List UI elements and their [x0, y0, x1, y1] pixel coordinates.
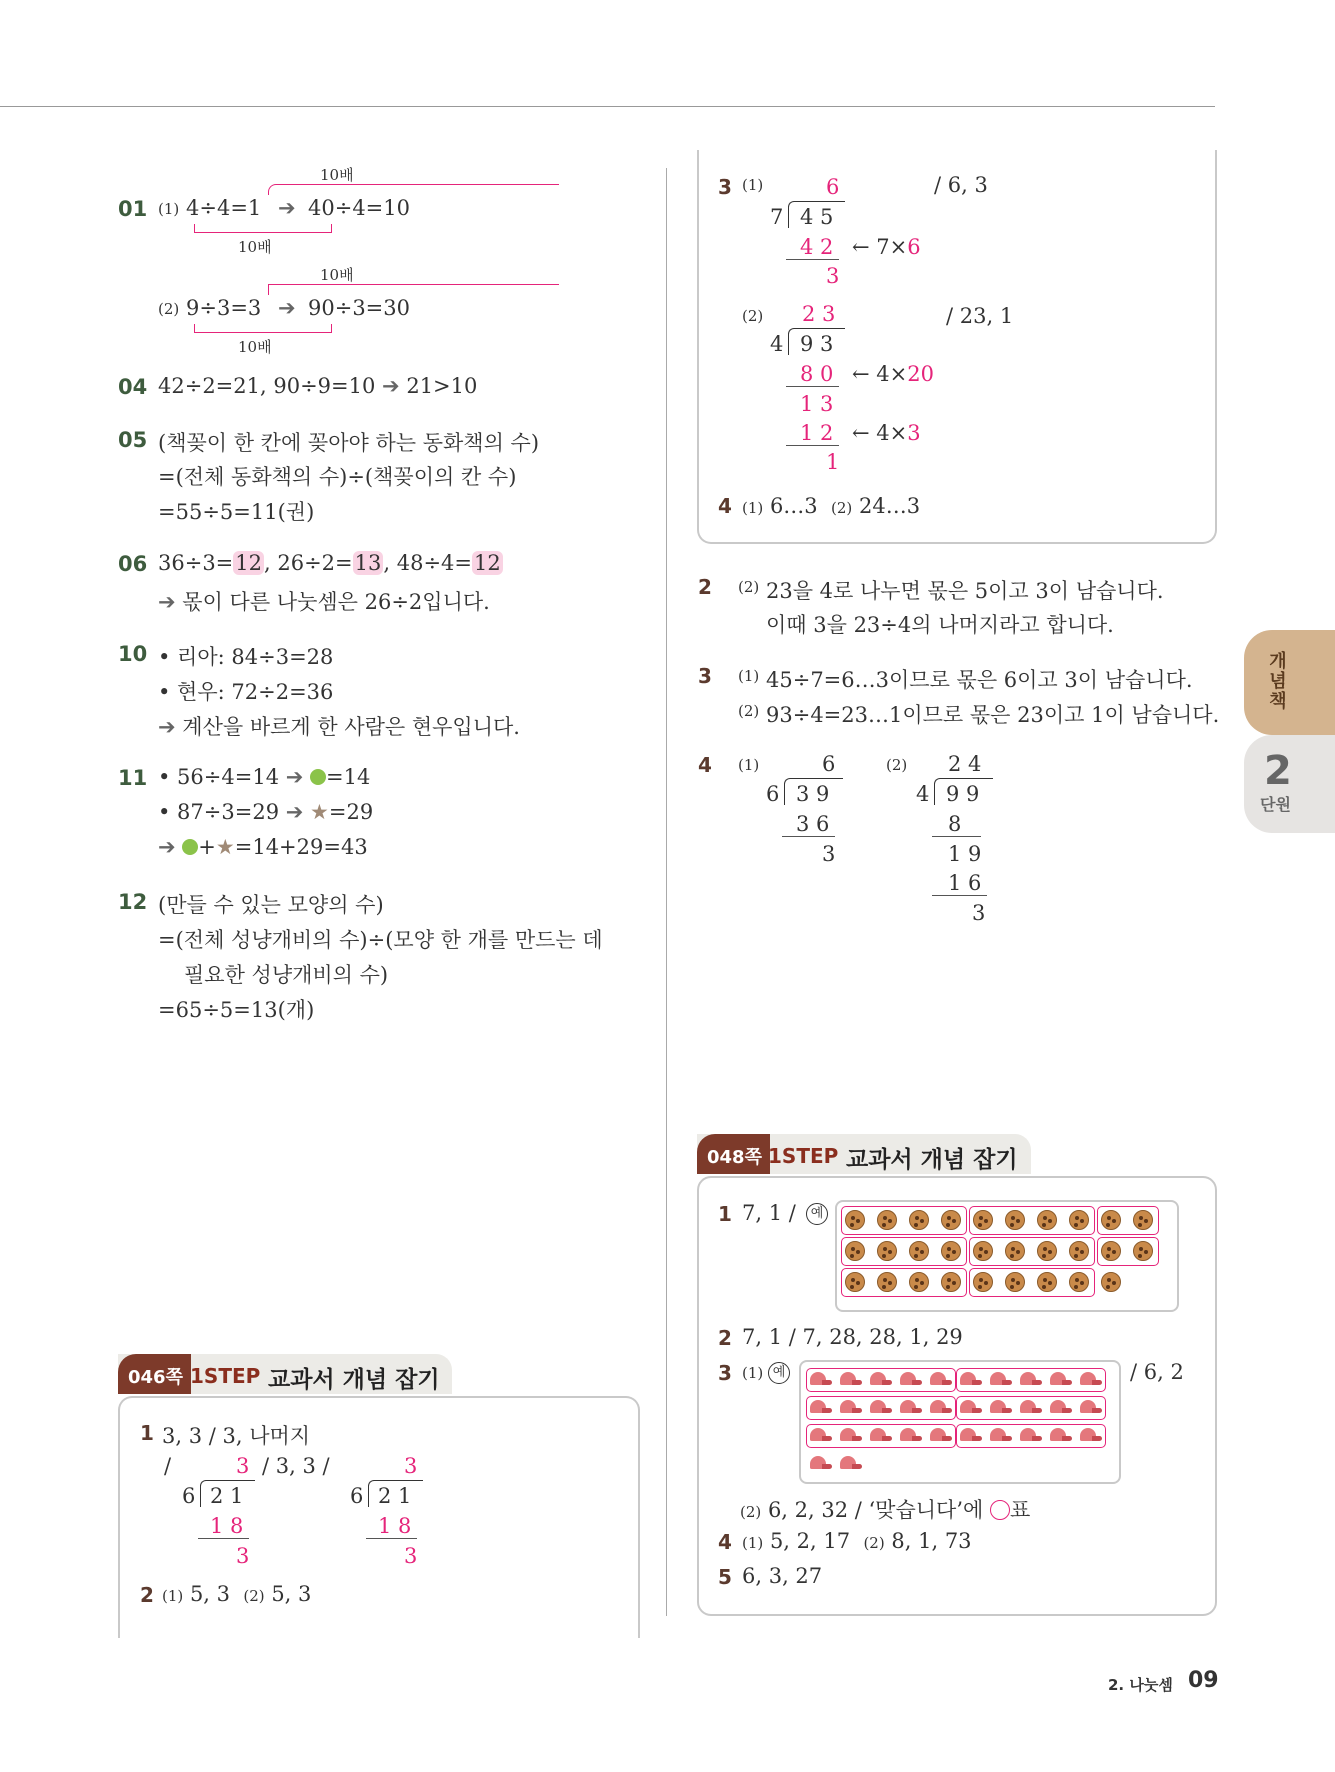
cookie-icon [1005, 1272, 1025, 1292]
cookie-icon [877, 1241, 897, 1261]
quotient: 2 4 [948, 752, 982, 776]
divisor: 7 [770, 205, 784, 229]
answer-number: 5 [718, 1565, 732, 1589]
cap-icon [1020, 1428, 1042, 1442]
cookie-icon [973, 1210, 993, 1230]
cap-icon [870, 1372, 892, 1386]
cookie-icon [877, 1210, 897, 1230]
expr: 36÷3= [158, 551, 234, 575]
part-label: (2) [740, 1503, 762, 1521]
answer-number: 1 [140, 1421, 154, 1445]
partial: 1 9 [948, 842, 982, 866]
value: 5, 2, 17 [769, 1529, 851, 1553]
quotient: 6 [822, 752, 836, 776]
cap-icon [930, 1400, 952, 1414]
separator: / [164, 1454, 172, 1478]
cookie-icon [1005, 1210, 1025, 1230]
cap-icon [1020, 1400, 1042, 1414]
side-tab-label: 개 념 책 [1269, 651, 1287, 712]
answer-number: 4 [698, 753, 712, 777]
r3-line2: 93÷4=23…1이므로 몫은 23이고 1이 남습니다. [766, 703, 1220, 727]
long-division [916, 752, 1036, 942]
cookie-icon [845, 1210, 865, 1230]
answer: / 6, 3 [934, 173, 988, 197]
subtract: 1 2 [786, 421, 839, 446]
divisor: 6 [350, 1484, 364, 1508]
question-number: 06 [118, 552, 148, 576]
part-label: (1) [158, 200, 180, 218]
green-circle-icon [310, 769, 326, 785]
answer-number: 2 [140, 1583, 154, 1607]
arrow-icon: ➔ [278, 196, 296, 220]
answer-text: 6, 3, 27 [742, 1564, 823, 1588]
part-label: (1) [162, 1587, 184, 1605]
q04-text: 42÷2=21, 90÷9=10 [158, 374, 376, 398]
remainder: 3 [826, 264, 840, 288]
divisor: 6 [766, 782, 780, 806]
expr: =29 [328, 800, 374, 824]
answer-number: 3 [698, 664, 712, 688]
cap-icon [840, 1456, 862, 1470]
part-label: (2) [831, 499, 853, 517]
part-label: (2) [738, 578, 760, 596]
answer: / 23, 1 [946, 304, 1014, 328]
remainder: 3 [822, 842, 836, 866]
long-division [180, 1452, 260, 1582]
cookie-icon [1069, 1210, 1089, 1230]
bottom-note: 10배 [238, 238, 272, 256]
q05-line2: =(전체 동화책의 수)÷(책꽂이의 칸 수) [158, 465, 517, 489]
step-label: 1STEP [190, 1364, 261, 1388]
column-separator [666, 168, 667, 1616]
dividend: 2 1 [378, 1484, 412, 1508]
q04-answer [158, 374, 477, 398]
cap-icon [1080, 1400, 1102, 1414]
q11-line2 [158, 800, 373, 824]
cap-icon [960, 1428, 982, 1442]
top-note: 10배 [320, 166, 354, 184]
part-label: (1) [738, 756, 760, 774]
example-mark: 예 [768, 1362, 790, 1384]
long-division [770, 170, 970, 290]
arrow-icon: ➔ [158, 835, 176, 859]
expr: =14 [326, 765, 371, 789]
quotient: 2 3 [802, 302, 836, 326]
expr: =14+29=43 [234, 835, 368, 859]
divisor: 4 [770, 332, 784, 356]
q05-line3: =55÷5=11(권) [158, 500, 315, 524]
cookie-icon [1101, 1272, 1121, 1292]
expr: • 56÷4=14 [158, 765, 280, 789]
value: 8, 1, 73 [891, 1529, 972, 1553]
q11-line3: ➔ +★=14+29=43 [158, 835, 368, 859]
q10-conclusion: 계산을 바르게 한 사람은 현우입니다. [182, 715, 520, 739]
q06-line2 [158, 586, 490, 616]
cap-icon [1050, 1372, 1072, 1386]
cap-icon [840, 1428, 862, 1442]
hint: ← 7×6 [852, 235, 921, 259]
cookie-icon [909, 1210, 929, 1230]
remainder: 1 [826, 450, 840, 474]
side-tab-concept-book[interactable] [1244, 630, 1335, 735]
q04-result: 21>10 [406, 374, 478, 398]
unit-number: 2 [1264, 748, 1292, 794]
page-tag: 046쪽 [118, 1354, 191, 1394]
cap-icon [960, 1400, 982, 1414]
divisor: 6 [182, 1484, 196, 1508]
q05-line1: (책꽂이 한 칸에 꽂아야 하는 동화책의 수) [158, 431, 540, 455]
long-division [348, 1452, 428, 1582]
cookie-icon [1005, 1241, 1025, 1261]
top-bracket [268, 284, 559, 295]
q12-line1: (만들 수 있는 모양의 수) [158, 893, 384, 917]
value: 5, 3 [189, 1582, 231, 1606]
quotient: 6 [826, 175, 840, 199]
hint: ← 4×3 [852, 421, 921, 445]
highlight-value: 12 [474, 551, 501, 575]
cap-icon [870, 1428, 892, 1442]
answer-number: 2 [698, 575, 712, 599]
hint-text: 4× [876, 421, 908, 445]
subtract: 8 0 [786, 362, 839, 387]
box-title: 교과서 개념 잡기 [268, 1367, 440, 1393]
q01-part2 [150, 258, 450, 356]
cap-icon [900, 1372, 922, 1386]
cookie-icon [845, 1272, 865, 1292]
cookie-icon [909, 1241, 929, 1261]
highlight-value: 12 [235, 551, 263, 575]
box-title: 교과서 개념 잡기 [846, 1147, 1018, 1173]
value: 24…3 [858, 494, 921, 518]
r3-line1: 45÷7=6…3이므로 몫은 6이고 3이 남습니다. [766, 668, 1193, 692]
q06-line1 [158, 551, 503, 575]
part-label: (2) [863, 1534, 885, 1552]
question-number: 01 [118, 197, 148, 221]
part-label: (2) [158, 300, 180, 318]
quotient: 3 [404, 1454, 418, 1478]
equation-left: 9÷3=3 [186, 296, 262, 320]
cap-icon [900, 1400, 922, 1414]
arrow-icon: ➔ [158, 715, 176, 739]
answer-number: 3 [718, 175, 732, 199]
top-rule [0, 106, 1215, 107]
q10-line2: • 현우: 72÷2=36 [158, 680, 334, 704]
dividend: 9 9 [946, 782, 980, 806]
answer-line [740, 1494, 1030, 1524]
cookie-icon [1037, 1210, 1057, 1230]
page-number: 09 [1188, 1668, 1219, 1693]
answer-number: 4 [718, 1530, 732, 1554]
cookie-icon [1069, 1241, 1089, 1261]
long-division [766, 752, 886, 882]
q01-part1 [150, 158, 450, 256]
cookie-icon [1133, 1210, 1153, 1230]
step-label: 1STEP [768, 1144, 839, 1168]
cookie-icon [973, 1272, 993, 1292]
value: 6, 2, 32 / ‘맞습니다’에 [767, 1498, 990, 1522]
question-number: 10 [118, 642, 148, 666]
quotient: 3 [236, 1454, 250, 1478]
cookie-icon [1101, 1210, 1121, 1230]
question-number: 04 [118, 375, 148, 399]
bottom-note: 10배 [238, 338, 272, 356]
cookie-icon [941, 1241, 961, 1261]
cookie-icon [1037, 1272, 1057, 1292]
subtract: 1 6 [932, 871, 987, 896]
answer-number: 3 [718, 1361, 732, 1385]
equation-right: 90÷3=30 [308, 296, 410, 320]
answer-line [742, 494, 920, 518]
cookie-icon [973, 1241, 993, 1261]
answer-number: 2 [718, 1326, 732, 1350]
cap-icon [840, 1400, 862, 1414]
cap-icon [1080, 1428, 1102, 1442]
cap-icon [1080, 1372, 1102, 1386]
cookie-icon [1037, 1241, 1057, 1261]
example-mark: 예 [806, 1203, 828, 1225]
cap-icon [870, 1400, 892, 1414]
q12-line4: =65÷5=13(개) [158, 998, 315, 1022]
q12-line2: =(전체 성냥개비의 수)÷(모양 한 개를 만드는 데 [158, 928, 603, 952]
cap-icon [810, 1428, 832, 1442]
value: 5, 3 [271, 1582, 312, 1606]
value: 표 [1009, 1498, 1031, 1522]
star-icon: ★ [310, 800, 329, 824]
hint-value: 20 [907, 362, 934, 386]
hint-text: 4× [876, 362, 908, 386]
hint-text: 7× [876, 235, 908, 259]
remainder: 3 [404, 1544, 418, 1568]
q10-line1: • 리아: 84÷3=28 [158, 645, 334, 669]
dividend: 9 3 [800, 332, 834, 356]
q10-line3 [158, 711, 520, 741]
cap-icon [810, 1372, 832, 1386]
subtract: 1 8 [366, 1514, 417, 1539]
green-circle-icon [182, 839, 198, 855]
cap-icon [810, 1456, 832, 1470]
q06-conclusion: 몫이 다른 나눗셈은 26÷2입니다. [182, 590, 490, 614]
part-label: (1) [742, 176, 764, 194]
subtract: 1 8 [198, 1514, 249, 1539]
bottom-bracket [194, 324, 332, 333]
remainder: 3 [236, 1544, 250, 1568]
remainder: 3 [972, 901, 986, 925]
page-tag: 048쪽 [697, 1134, 770, 1174]
cap-icon [930, 1372, 952, 1386]
cap-icon [960, 1372, 982, 1386]
star-icon: ★ [215, 835, 235, 859]
part-label: (2) [742, 307, 764, 325]
subtract: 3 6 [782, 812, 835, 837]
footer-title: 2. 나눗셈 [1108, 1676, 1173, 1694]
cookie-icon [1133, 1241, 1153, 1261]
r2-line1: 23을 4로 나누면 몫은 5이고 3이 남습니다. [766, 579, 1164, 603]
cookie-icon [941, 1272, 961, 1292]
value: 6…3 [769, 494, 818, 518]
q11-line1 [158, 765, 370, 789]
answer: / 6, 2 [1130, 1360, 1184, 1384]
part-label: (1) [738, 667, 760, 685]
equation-left: 4÷4=1 [186, 196, 262, 220]
dividend: 4 5 [800, 205, 834, 229]
arrow-icon: ➔ [285, 800, 304, 824]
part-label: (2) [243, 1587, 265, 1605]
answer-mid: / 3, 3 / [262, 1454, 330, 1478]
cap-icon [1050, 1428, 1072, 1442]
part-label: (1) [742, 1534, 764, 1552]
arrow-icon: ➔ [382, 374, 400, 398]
cookie-icon [909, 1272, 929, 1292]
unit-label: 단원 [1260, 795, 1291, 814]
arrow-icon: ➔ [158, 590, 176, 614]
part-label: (2) [738, 702, 760, 720]
circle-mark-icon [990, 1500, 1010, 1520]
top-bracket [268, 184, 559, 195]
cap-icon [1020, 1372, 1042, 1386]
expr: • 87÷3=29 [158, 800, 280, 824]
cap-icon [990, 1428, 1012, 1442]
answer-line [742, 1529, 972, 1553]
arrow-icon: ➔ [285, 765, 304, 789]
cap-icon [900, 1428, 922, 1442]
part-label: (1) [742, 499, 764, 517]
question-number: 05 [118, 428, 148, 452]
cookie-icon [1069, 1272, 1089, 1292]
answer-line [162, 1582, 311, 1606]
answer-number: 1 [718, 1202, 732, 1226]
cap-icon [1050, 1400, 1072, 1414]
cookie-icon [877, 1272, 897, 1292]
divisor: 4 [916, 782, 930, 806]
long-division [770, 302, 970, 482]
dividend: 3 9 [796, 782, 830, 806]
hint: ← 4×20 [852, 362, 934, 386]
answer-text: 7, 1 / 7, 28, 28, 1, 29 [742, 1325, 963, 1349]
part-label: (2) [886, 756, 908, 774]
highlight-value: 13 [354, 551, 382, 575]
arrow-icon: ➔ [278, 296, 296, 320]
subtract: 8 [932, 812, 981, 837]
expr: , 48÷4= [383, 551, 472, 575]
cap-icon [810, 1400, 832, 1414]
partial: 1 3 [800, 392, 834, 416]
subtract: 4 2 [786, 235, 839, 260]
hint-value: 6 [907, 235, 921, 259]
answer-number: 4 [718, 494, 732, 518]
q12-line3: 필요한 성냥개비의 수) [184, 963, 389, 987]
part-label: (1) [742, 1364, 764, 1382]
dividend: 2 1 [210, 1484, 244, 1508]
answer-text: 7, 1 / [742, 1201, 796, 1225]
expr: , 26÷2= [264, 551, 353, 575]
question-number: 12 [118, 890, 148, 914]
bottom-bracket [194, 224, 332, 233]
question-number: 11 [118, 766, 148, 790]
cookie-icon [941, 1210, 961, 1230]
cap-icon [930, 1428, 952, 1442]
cap-icon [990, 1400, 1012, 1414]
r2-line2: 이때 3을 23÷4의 나머지라고 합니다. [766, 613, 1114, 637]
answer-text: 3, 3 / 3, 나머지 [162, 1424, 311, 1448]
cookie-icon [1101, 1241, 1121, 1261]
hint-value: 3 [907, 421, 921, 445]
cap-icon [840, 1372, 862, 1386]
top-note: 10배 [320, 266, 354, 284]
equation-right: 40÷4=10 [308, 196, 410, 220]
cap-icon [990, 1372, 1012, 1386]
cookie-icon [845, 1241, 865, 1261]
